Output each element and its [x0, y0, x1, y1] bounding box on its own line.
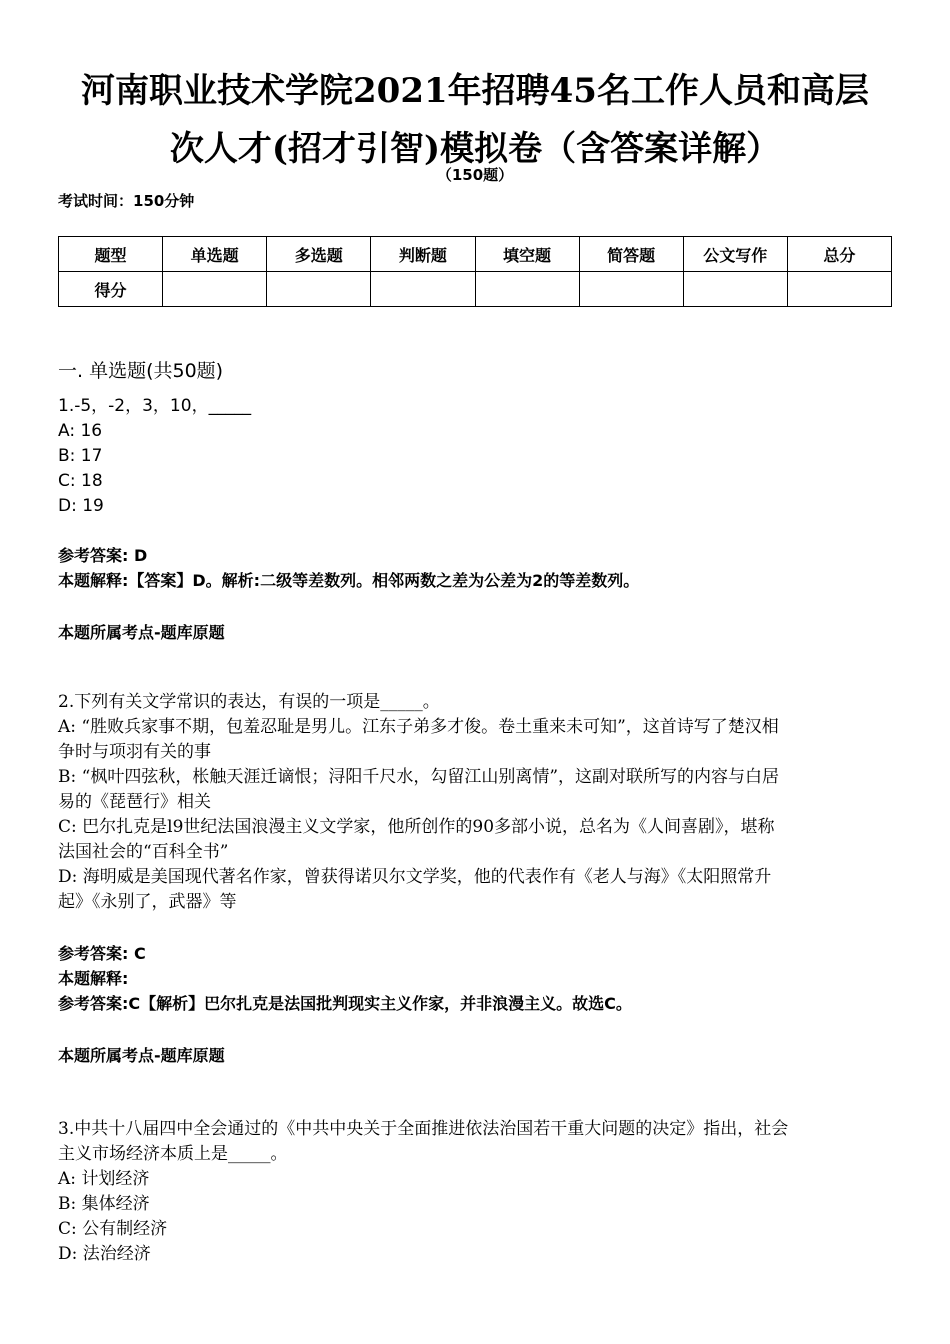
option-d-cont: 起》《永别了，武器》等: [58, 892, 237, 912]
score-cell: [579, 272, 683, 307]
option-c: C: 18: [58, 471, 103, 491]
question-3: [58, 1117, 892, 1267]
score-cell: [371, 272, 475, 307]
score-cell: [475, 272, 579, 307]
score-table: [58, 236, 892, 307]
header-cell: 简答题: [579, 237, 683, 272]
score-cell: [787, 272, 891, 307]
header-cell: 多选题: [267, 237, 371, 272]
score-table-header-row: [59, 237, 892, 272]
score-table-score-row: [59, 272, 892, 307]
knowledge-point: 本题所属考点-题库原题: [58, 1046, 225, 1065]
option-b: B: 17: [58, 446, 103, 466]
question-1: [58, 394, 892, 519]
option-a-cont: 争时与项羽有关的事: [58, 742, 211, 762]
score-cell: [267, 272, 371, 307]
title-line-1: 河南职业技术学院2021年招聘45名工作人员和高层: [81, 71, 869, 111]
option-b-cont: 易的《琵琶行》相关: [58, 792, 211, 812]
option-c-cont: 法国社会的“百科全书”: [58, 842, 229, 862]
answer-block-1: [58, 543, 892, 593]
question-stem: 1.-5，-2，3，10，_____: [58, 396, 252, 416]
reference-answer: 参考答案: D: [58, 546, 148, 565]
score-cell: [683, 272, 787, 307]
option-c: C: 巴尔扎克是l9世纪法国浪漫主义文学家，他所创作的90多部小说，总名为《人间喜剧》，堪称: [58, 817, 775, 837]
option-d: D: 19: [58, 496, 104, 516]
document-title: [40, 62, 910, 178]
question-stem-cont: 主义市场经济本质上是_____。: [58, 1144, 288, 1164]
explanation: 参考答案:C【解析】巴尔扎克是法国批判现实主义作家，并非浪漫主义。故选C。: [58, 994, 632, 1013]
option-a: A: “胜败兵家事不期，包羞忍耻是男儿。江东子弟多才俊。卷土重来未可知”，这首诗写了楚汉相: [58, 717, 779, 737]
question-stem: 3.中共十八届四中全会通过的《中共中央关于全面推进依法治国若干重大问题的决定》指出，社会: [58, 1119, 789, 1139]
option-a: A: 计划经济: [58, 1169, 150, 1189]
title-line-2: 次人才(招才引智)模拟卷（含答案详解）: [169, 129, 781, 169]
option-a: A: 16: [58, 421, 103, 441]
option-b: B: 集体经济: [58, 1194, 150, 1214]
header-cell: 判断题: [371, 237, 475, 272]
option-d: D: 法治经济: [58, 1244, 151, 1264]
header-cell: 题型: [59, 237, 163, 272]
answer-block-2: [58, 941, 892, 1016]
question-2: [58, 690, 892, 915]
section-title: 一. 单选题(共50题): [58, 360, 224, 382]
header-cell: 总分: [787, 237, 891, 272]
question-count: （150题）: [436, 166, 514, 184]
header-cell: 公文写作: [683, 237, 787, 272]
header-cell: 填空题: [475, 237, 579, 272]
question-stem: 2.下列有关文学常识的表达，有误的一项是_____。: [58, 692, 440, 712]
reference-answer: 参考答案: C: [58, 944, 146, 963]
knowledge-point: 本题所属考点-题库原题: [58, 623, 225, 642]
explanation-label: 本题解释:: [58, 969, 129, 988]
score-row-label: 得分: [59, 272, 163, 307]
score-cell: [163, 272, 267, 307]
exam-time: 考试时间：150分钟: [58, 192, 195, 210]
option-c: C: 公有制经济: [58, 1219, 168, 1239]
option-b: B: “枫叶四弦秋，枨触天涯迁谪恨；浔阳千尺水，勾留江山别离情”，这副对联所写的内容与白居: [58, 767, 780, 787]
option-d: D: 海明威是美国现代著名作家，曾获得诺贝尔文学奖，他的代表作有《老人与海》《太阳照常升: [58, 867, 772, 887]
header-cell: 单选题: [163, 237, 267, 272]
explanation: 本题解释:【答案】D。解析:二级等差数列。相邻两数之差为公差为2的等差数列。: [58, 571, 640, 590]
